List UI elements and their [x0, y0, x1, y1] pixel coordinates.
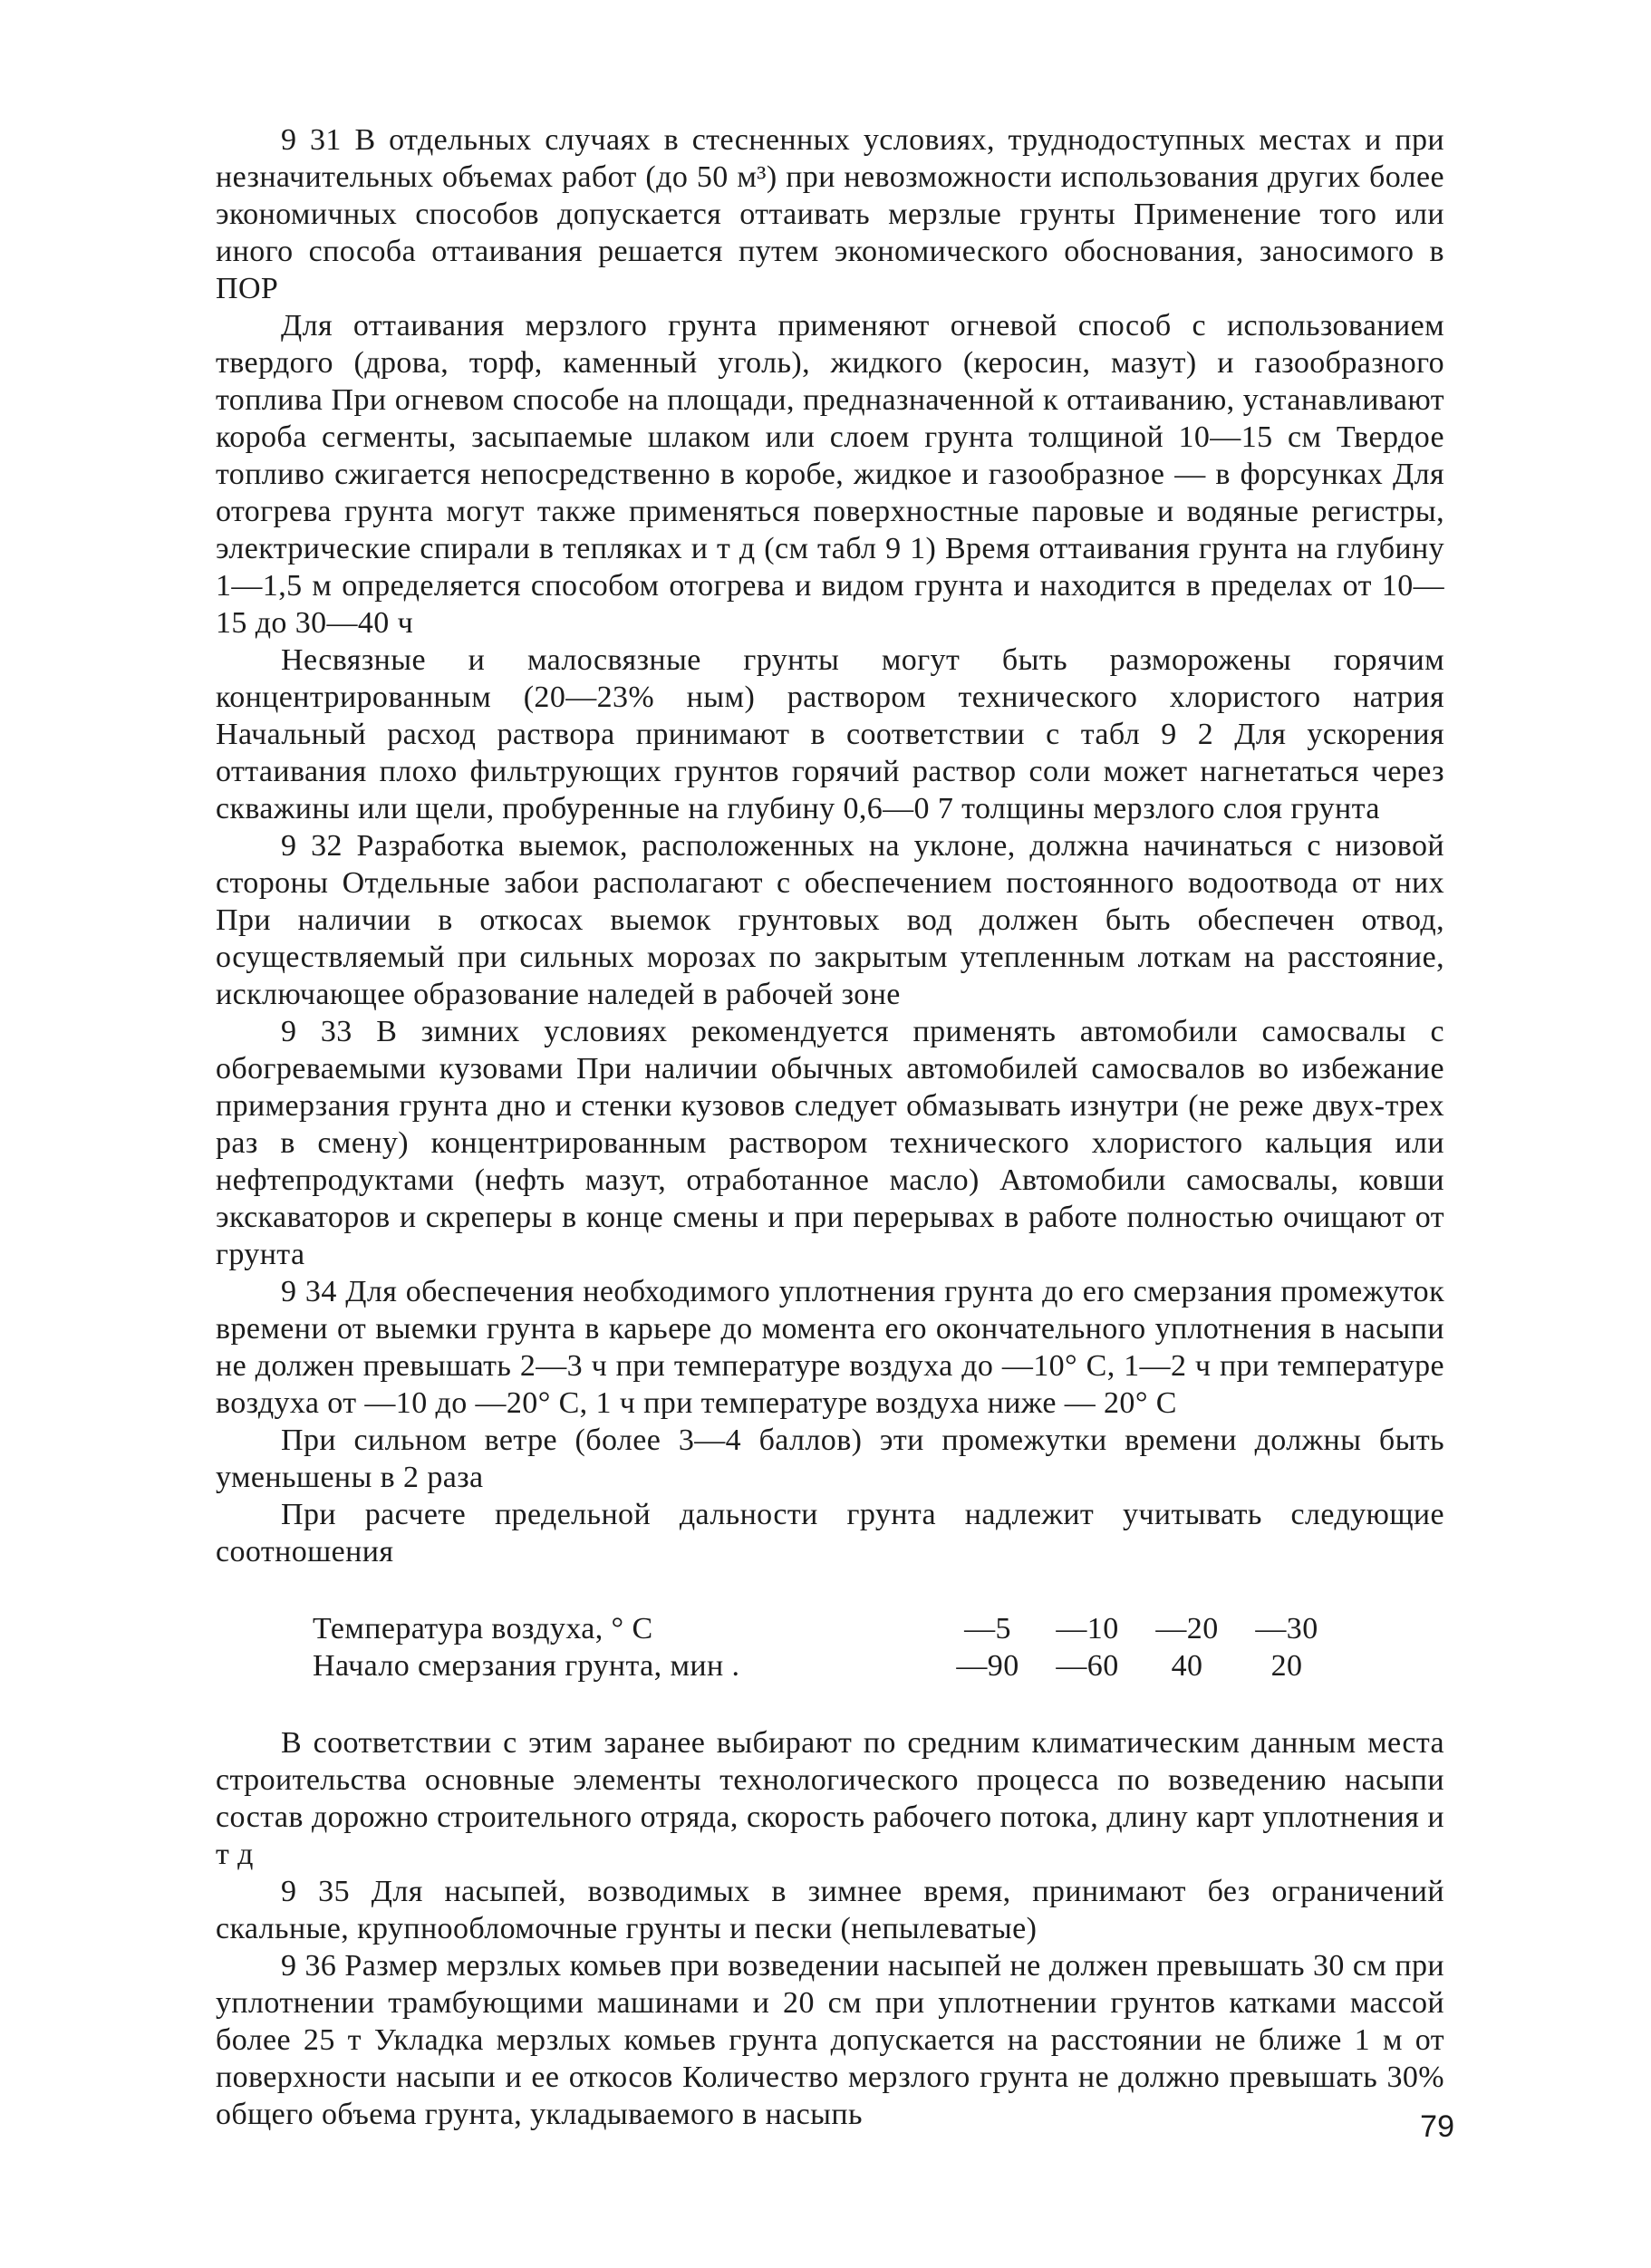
table-cell: —90	[956, 1649, 1019, 1683]
paragraph-calculation-intro: При расчете предельной дальности грунта надлежит учитывать следующие соотношения	[216, 1498, 1444, 1568]
table-cell: —30	[1255, 1612, 1318, 1646]
paragraph-thawing-fire-method: Для оттаивания мерзлого грунта применяют огневой способ с использованием твердого (дрова, торф, каменный уголь), жидкого (керосин, мазут) и газообразного топлива При огневом способе на площади, предназначенной к оттаиванию, устанавливают короба сегменты, засыпаемые шлаком или слоем грунта толщиной 10—15 см Твердое топливо сжигается непосредственно в коробе, жидкое и газообразное — в форсунках Для отогрева грунта могут также применяться поверхностные паровые и водяные регистры, электрические спирали в тепляках и т д (см табл 9 1) Время оттаивания грунта на глубину 1—1,5 м определяется способом отогрева и видом грунта и находится в пределах от 10—15 до 30—40 ч	[216, 309, 1444, 640]
table-cell: 20	[1270, 1649, 1303, 1683]
paragraph-9-32: 9 32 Разработка выемок, расположенных на уклоне, должна начинаться с низовой стороны Отдельные забои располагают с обеспечением постоянного водоотвода от них При наличии в откосах выемок грунтовых вод должен быть обеспечен отвод, осуществляемый при сильных морозах по закрытым утепленным лоткам на расстояние, исключающее образование наледей в рабочей зоне	[216, 829, 1444, 1011]
page-content	[216, 121, 1444, 2133]
table-cell: —5	[964, 1612, 1011, 1646]
table-row-label: Начало смерзания грунта, мин .	[313, 1649, 740, 1683]
paragraph-9-36: 9 36 Размер мерзлых комьев при возведении насыпей не должен превышать 30 см при уплотнении трамбующими машинами и 20 см при уплотнении грунтов катками массой более 25 т Укладка мерзлых комьев грунта допускается на расстоянии не ближе 1 м от поверхности насыпи и ее откосов Количество мерзлого грунта не должно превышать 30% общего объема грунта, укладываемого в насыпь	[216, 1949, 1444, 2131]
paragraph-9-33: 9 33 В зимних условиях рекомендуется применять автомобили самосвалы с обогреваемыми кузовами При наличии обычных автомобилей самосвалов во избежание примерзания грунта дно и стенки кузовов следует обмазывать изнутри (не реже двух-трех раз в смену) концентрированным раствором технического хлористого кальция или нефтепродуктами (нефть мазут, отработанное масло) Автомобили самосвалы, ковши экскаваторов и скреперы в конце смены и при перерывах в работе полностью очищают от грунта	[216, 1015, 1444, 1271]
table-cell: —60	[1056, 1649, 1119, 1683]
page-number: 79	[1420, 2109, 1454, 2144]
paragraph-9-34: 9 34 Для обеспечения необходимого уплотнения грунта до его смерзания промежуток времени от выемки грунта в карьере до момента его окончательного уплотнения в насыпи не должен превышать 2—3 ч при температуре воздуха до —10° С, 1—2 ч при температуре воздуха от —10 до —20° С, 1 ч при температуре воздуха ниже — 20° С	[216, 1275, 1444, 1420]
paragraph-strong-wind: При сильном ветре (более 3—4 баллов) эти промежутки времени должны быть уменьшены в 2 раза	[216, 1424, 1444, 1494]
paragraph-9-35: 9 35 Для насыпей, возводимых в зимнее время, принимают без ограничений скальные, крупнообломочные грунты и пески (непылеватые)	[216, 1875, 1444, 1945]
freezing-time-table	[313, 1610, 1337, 1684]
table-row-freezing-start	[313, 1647, 1337, 1684]
table-row-air-temperature	[313, 1610, 1337, 1647]
paragraph-climate-data: В соответствии с этим заранее выбирают по средним климатическим данным места строительства основные элементы технологического процесса по возведению насыпи состав дорожно строительного отряда, скорость рабочего потока, длину карт уплотнения и т д	[216, 1726, 1444, 1871]
table-row-label: Температура воздуха, ° С	[313, 1612, 653, 1646]
table-cell: 40	[1171, 1649, 1203, 1683]
table-cell: —20	[1155, 1612, 1219, 1646]
table-cell: —10	[1056, 1612, 1119, 1646]
paragraph-9-31: 9 31 В отдельных случаях в стесненных условиях, труднодоступных местах и при незначительных объемах работ (до 50 м³) при невозможности использования других более экономичных способов допускается оттаивать мерзлые грунты Применение того или иного способа оттаивания решается путем экономического обоснования, заносимого в ПОР	[216, 123, 1444, 305]
paragraph-salt-solution: Несвязные и малосвязные грунты могут быть разморожены горячим концентрированным (20—23% ным) раствором технического хлористого натрия Начальный расход раствора принимают в соответствии с табл 9 2 Для ускорения оттаивания плохо фильтрующих грунтов горячий раствор соли может нагнетаться через скважины или щели, пробуренные на глубину 0,6—0 7 толщины мерзлого слоя грунта	[216, 643, 1444, 825]
